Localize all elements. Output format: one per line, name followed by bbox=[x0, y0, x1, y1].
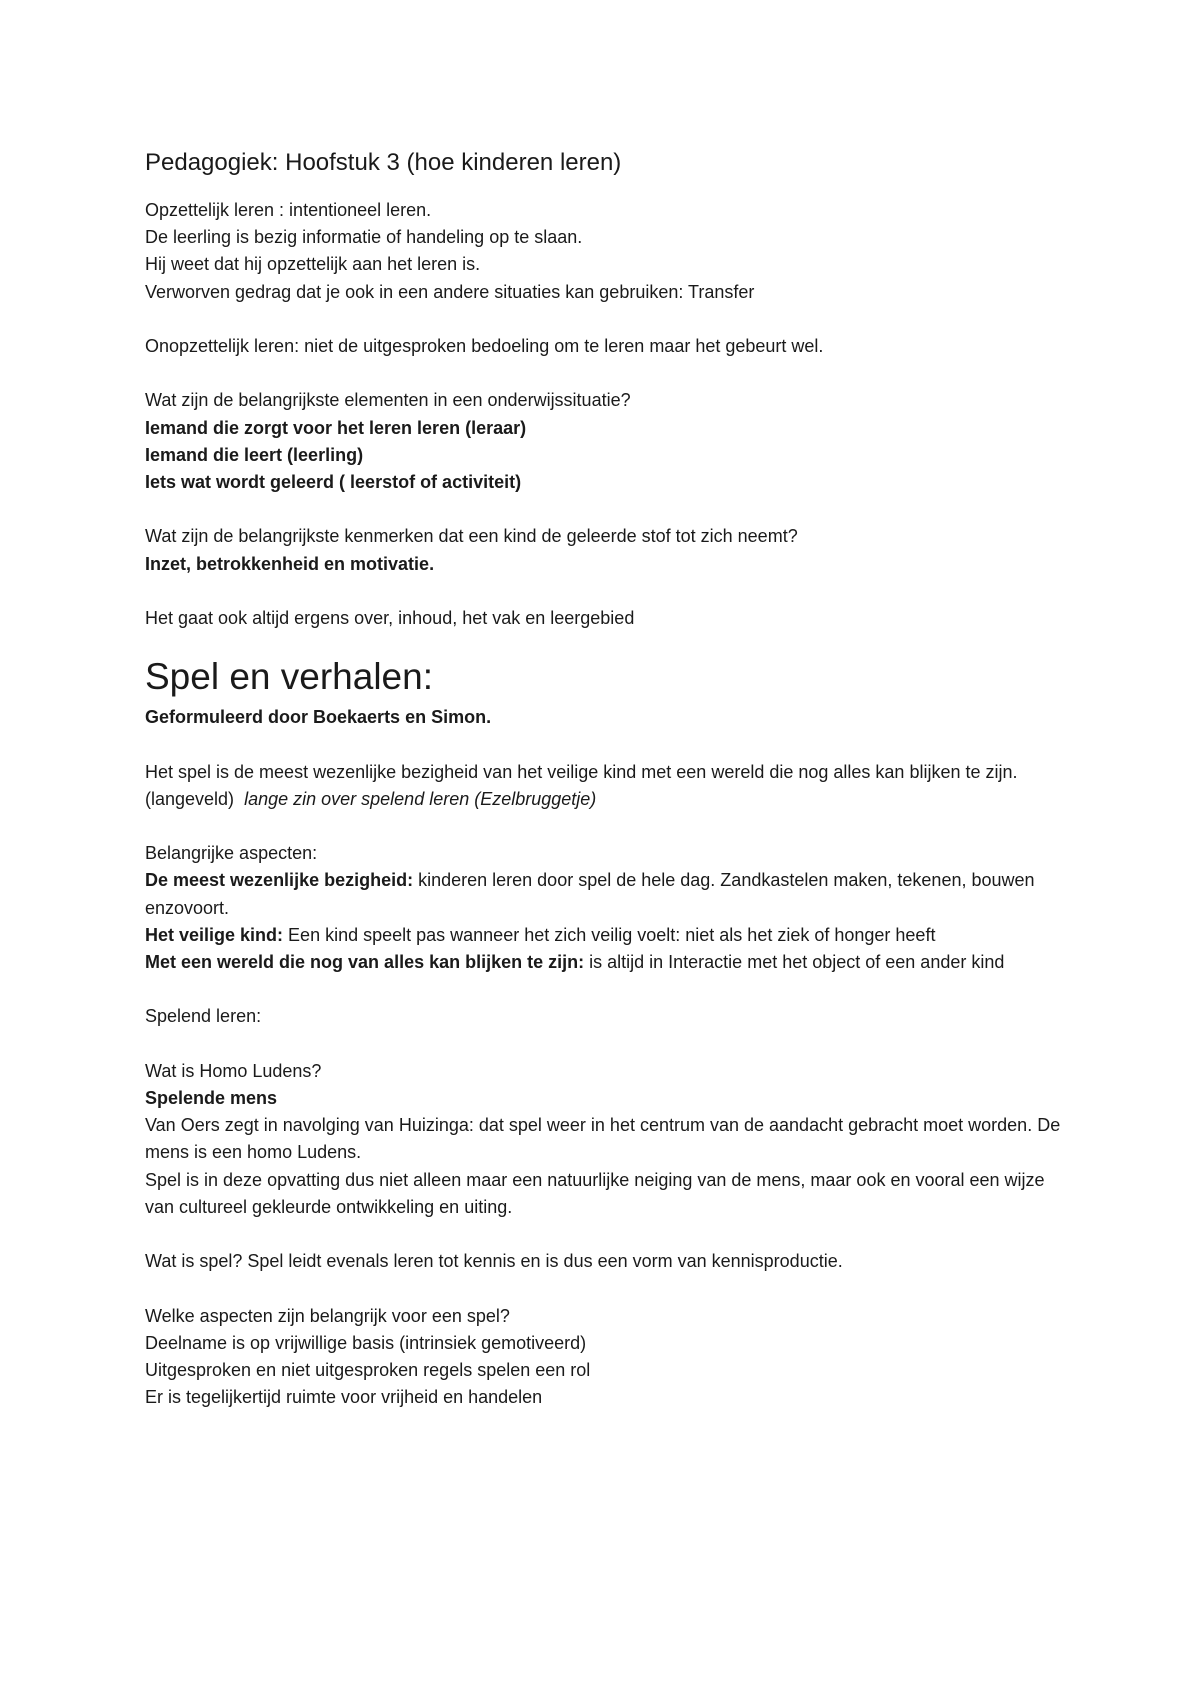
aspect-text: kinderen leren door spel de hele dag. Zandkastelen maken, tekenen, bouwen enzovoort. bbox=[145, 870, 1035, 918]
aspect-term: Met een wereld die nog van alles kan blijken te zijn: bbox=[145, 951, 585, 972]
page-title: Pedagogiek: Hoofstuk 3 (hoe kinderen leren) bbox=[145, 149, 622, 176]
text-line: Van Oers zegt in navolging van Huizinga: dat spel weer in het centrum van de aandacht gebracht moet worden. De mens is een homo Ludens. bbox=[145, 1115, 1061, 1163]
text-line: Wat is spel? Spel leidt evenals leren tot kennis en is dus een vorm van kennisproductie. bbox=[145, 1251, 843, 1272]
section-heading: Spel en verhalen: bbox=[145, 656, 433, 698]
question: Wat zijn de belangrijkste kenmerken dat een kind de geleerde stof tot zich neemt? bbox=[145, 526, 798, 547]
list-item: Deelname is op vrijwillige basis (intrinsiek gemotiveerd) bbox=[145, 1332, 587, 1353]
text-line: Hij weet dat hij opzettelijk aan het leren is. bbox=[145, 254, 481, 275]
text-line: De leerling is bezig informatie of handeling op te slaan. bbox=[145, 227, 583, 248]
text-line: Het gaat ook altijd ergens over, inhoud, het vak en leergebied bbox=[145, 607, 635, 628]
answer-line: Iets wat wordt geleerd ( leerstof of activiteit) bbox=[145, 472, 522, 492]
definition-paragraph bbox=[145, 759, 1075, 813]
text-line: Verworven gedrag dat je ook in een andere situaties kan gebruiken: Transfer bbox=[145, 281, 755, 302]
answer-line: Iemand die zorgt voor het leren leren (leraar) bbox=[145, 417, 527, 438]
list-item: Er is tegelijkertijd ruimte voor vrijheid en handelen bbox=[145, 1387, 543, 1408]
aspect-item bbox=[145, 867, 1075, 921]
answer-line: Spelende mens bbox=[145, 1087, 278, 1108]
aspect-item bbox=[145, 922, 1075, 949]
list-item: Uitgesproken en niet uitgesproken regels spelen een rol bbox=[145, 1359, 591, 1380]
aspect-text: is altijd in Interactie met het object of een ander kind bbox=[584, 951, 1005, 972]
answer-line: Iemand die leert (leerling) bbox=[145, 444, 364, 465]
text-line: Spelend leren: bbox=[145, 1006, 262, 1027]
text-line: Opzettelijk leren : intentioneel leren. bbox=[145, 200, 432, 220]
question: Welke aspecten zijn belangrijk voor een spel? bbox=[145, 1305, 510, 1326]
question: Wat is Homo Ludens? bbox=[145, 1060, 322, 1081]
answer-line: Inzet, betrokkenheid en motivatie. bbox=[145, 553, 435, 574]
subheading: Geformuleerd door Boekaerts en Simon. bbox=[145, 707, 492, 728]
aspect-item bbox=[145, 949, 1075, 976]
text-line: Onopzettelijk leren: niet de uitgesproken bedoeling om te leren maar het gebeurt wel. bbox=[145, 336, 824, 356]
aspect-term: De meest wezenlijke bezigheid: bbox=[145, 870, 414, 891]
aspects-title: Belangrijke aspecten: bbox=[145, 843, 318, 864]
definition-note: lange zin over spelend leren (Ezelbruggetje) bbox=[244, 788, 597, 809]
question: Wat zijn de belangrijkste elementen in een onderwijssituatie? bbox=[145, 390, 631, 411]
document-body bbox=[145, 145, 1075, 1411]
text-line: Spel is in deze opvatting dus niet alleen maar een natuurlijke neiging van de mens, maar ook en vooral een wijze van cultureel gekleurde ontwikkeling en uiting. bbox=[145, 1169, 1045, 1217]
definition-text: Het spel is de meest wezenlijke bezigheid van het veilige kind met een wereld die nog alles kan blijken te zijn. (langeveld) bbox=[145, 761, 1018, 809]
aspect-term: Het veilige kind: bbox=[145, 924, 284, 945]
aspect-text: Een kind speelt pas wanneer het zich veilig voelt: niet als het ziek of honger heeft bbox=[283, 924, 936, 945]
